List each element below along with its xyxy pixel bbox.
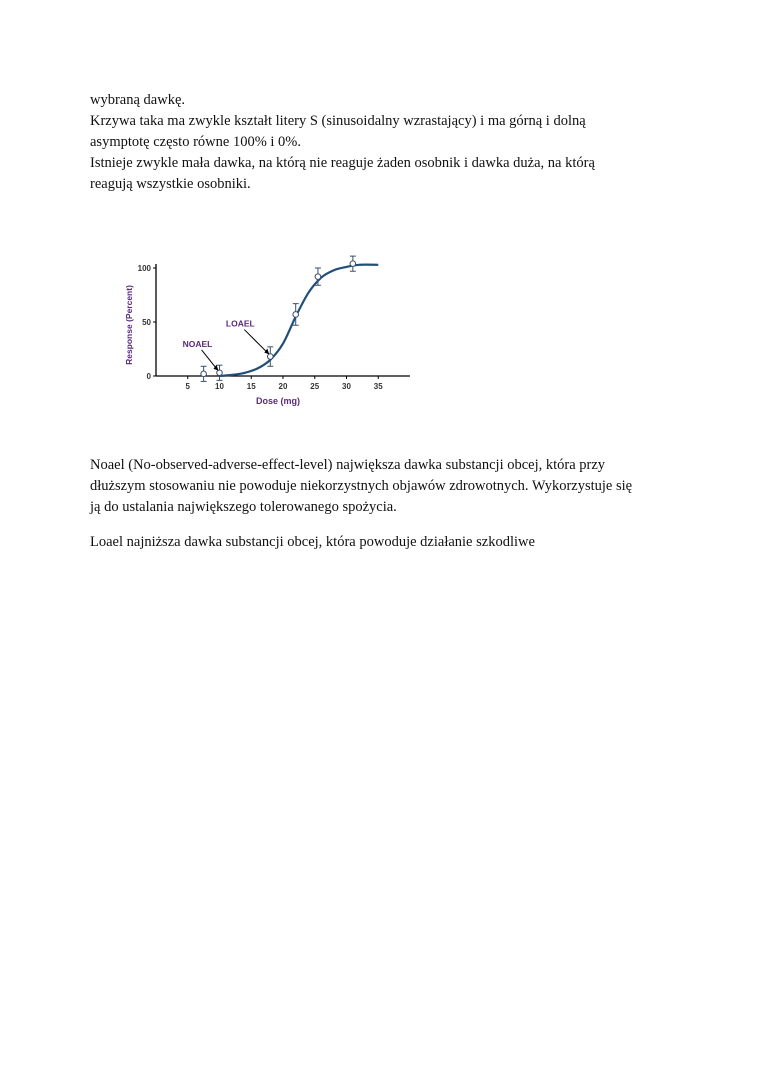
data-point [201, 371, 207, 377]
x-tick-label: 35 [373, 382, 383, 391]
x-tick-label: 10 [215, 382, 224, 391]
x-tick-label: 5 [185, 382, 190, 391]
text-line: wybraną dawkę. [90, 92, 186, 108]
annotation-arrow [244, 330, 268, 354]
data-point [293, 312, 299, 318]
y-axis-label: Response (Percent) [124, 285, 134, 365]
x-tick-label: 25 [310, 382, 320, 391]
text-line: Istnieje zwykle mała dawka, na którą nie reaguje żaden osobnik i dawka duża, na którą [90, 155, 595, 171]
x-tick-label: 20 [278, 382, 288, 391]
chart-annotations [183, 319, 270, 371]
x-axis-label: Dose (mg) [255, 396, 301, 406]
y-tick-label: 100 [137, 264, 151, 273]
text-line: Noael (No-observed-adverse-effect-level) największa dawka substancji obcej, która przy [90, 457, 606, 473]
text-line: Loael najniższa dawka substancji obcej, która powoduje działanie szkodliwe [90, 534, 535, 550]
dose-response-chart [118, 246, 418, 408]
text-line: asymptotę często równe 100% i 0%. [90, 134, 302, 150]
data-point [350, 261, 356, 267]
intro-paragraph [90, 90, 680, 195]
data-point [315, 274, 321, 280]
chart-ticks [138, 264, 384, 391]
text-line: dłuższym stosowaniu nie powoduje niekorzystnych objawów zdrowotnych. Wykorzystuje się [90, 478, 633, 494]
annotation-label: NOAEL [182, 338, 213, 349]
chart-points [201, 256, 356, 381]
data-point [268, 354, 274, 360]
loael-definition [90, 532, 680, 553]
annotation-label: LOAEL [225, 318, 255, 329]
arrow-head [264, 349, 269, 355]
text-line: ją do ustalania największego tolerowanego spożycia. [90, 499, 397, 515]
noael-definition [90, 455, 680, 518]
text-line: reagują wszystkie osobniki. [90, 176, 251, 192]
x-tick-label: 15 [246, 382, 256, 391]
chart-axes [156, 264, 410, 376]
text-line: Krzywa taka ma zwykle kształt litery S (sinusoidalny wzrastający) i ma górną i dolną [90, 113, 586, 129]
x-tick-label: 30 [342, 382, 351, 391]
y-tick-label: 0 [146, 372, 151, 381]
y-tick-label: 50 [142, 318, 151, 327]
data-point [217, 370, 223, 376]
